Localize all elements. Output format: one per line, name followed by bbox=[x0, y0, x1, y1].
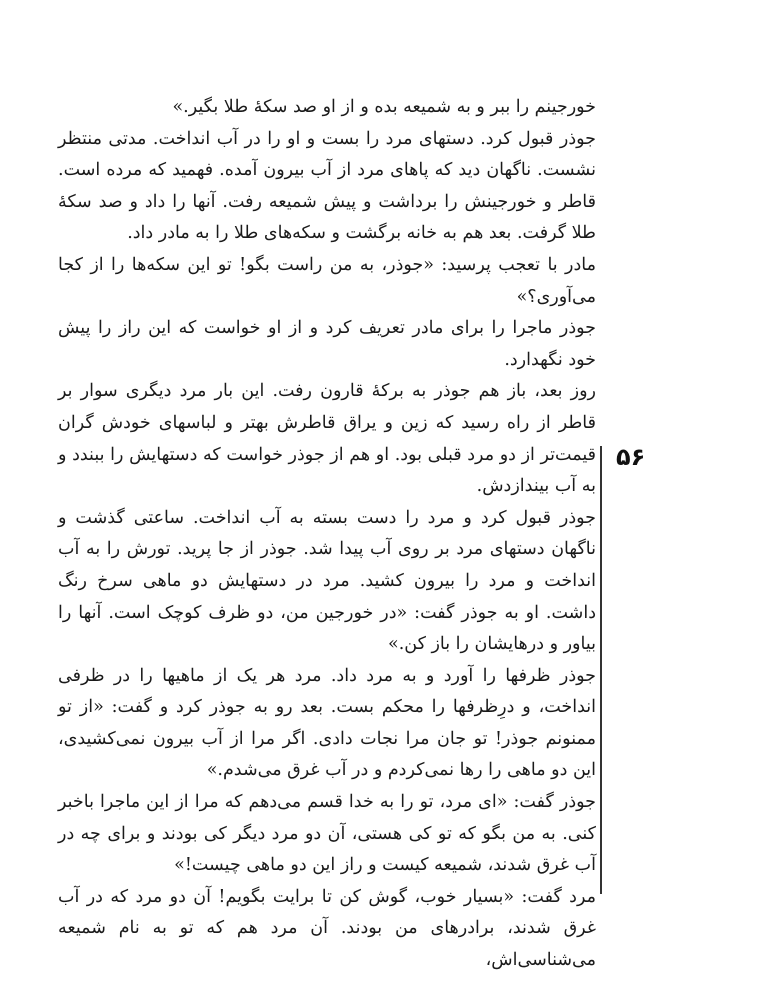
paragraph: جوذر ماجرا را برای مادر تعریف کرد و از او خواست که این راز را پیش خود نگهدارد. bbox=[58, 318, 596, 370]
paragraph: روز بعد، باز هم جوذر به برکهٔ قارون رفت. این بار مرد دیگری سوار بر قاطر از راه رسید که زین و یراق قاطرش بهتر و لباسهای خودش گران قیمت‌تر از دو مرد قبلی بود. او هم از جوذر خواست که دستهایش را ببندد و به آب بیندازدش. bbox=[58, 381, 596, 497]
page-body-text bbox=[58, 92, 596, 977]
margin-rule bbox=[600, 446, 602, 894]
paragraph: مادر با تعجب پرسید: «جوذر، به من راست بگو! تو این سکه‌ها را از کجا می‌آوری؟» bbox=[58, 254, 596, 307]
paragraph: جوذر گفت: «ای مرد، تو را به خدا قسم می‌دهم که مرا از این ماجرا باخبر کنی. به من بگو که تو کی هستی، آن دو مرد دیگر کی بودند و برای چه در آب غرق شدند، شمیعه کیست و راز این دو ماهی چیست!» bbox=[58, 792, 596, 876]
paragraph: خورجینم را ببر و به شمیعه بده و از او صد سکهٔ طلا بگیر.» bbox=[172, 97, 596, 117]
paragraph: جوذر ظرفها را آورد و به مرد داد. مرد هر یک از ماهیها را در ظرفی انداخت، و درِظرفها را محکم بست. بعد رو به جوذر کرد و گفت: «از تو ممنونم جوذر! تو جان مرا نجات دادی. اگر مرا از آب بیرون نمی‌کشیدی، این دو ماهی را رها نمی‌کردم و در آب غرق می‌شدم.» bbox=[58, 665, 596, 781]
paragraph: جوذر قبول کرد و مرد را دست بسته به آب انداخت. ساعتی گذشت و ناگهان دستهای مرد بر روی آب پیدا شد. جوذر از جا پرید. تورش را به آب انداخت و مرد را بیرون کشید. مرد در دستهایش دو ماهی سرخ رنگ داشت. او به جوذر گفت: «در خورجین من، دو ظرف کوچک است. آنها را بیاور و درهایشان را باز کن.» bbox=[58, 507, 596, 655]
paragraph: جوذر قبول کرد. دستهای مرد را بست و او را در آب انداخت. مدتی منتظر نشست. ناگهان دید که پاهای مرد از آب بیرون آمده. فهمید که مرده است. قاطر و خورجینش را برداشت و پیش شمیعه رفت. آنها را داد و صد سکهٔ طلا گرفت. بعد هم به خانه برگشت و سکه‌های طلا را به مادر داد. bbox=[58, 128, 596, 244]
paragraph: مرد گفت: «بسیار خوب، گوش کن تا برایت بگویم! آن دو مرد که در آب غرق شدند، برادرهای من بودند. آن مرد هم که تو به نام شمیعه می‌شناسی‌اش، bbox=[58, 886, 596, 971]
page-number: ۵۶ bbox=[616, 443, 646, 471]
